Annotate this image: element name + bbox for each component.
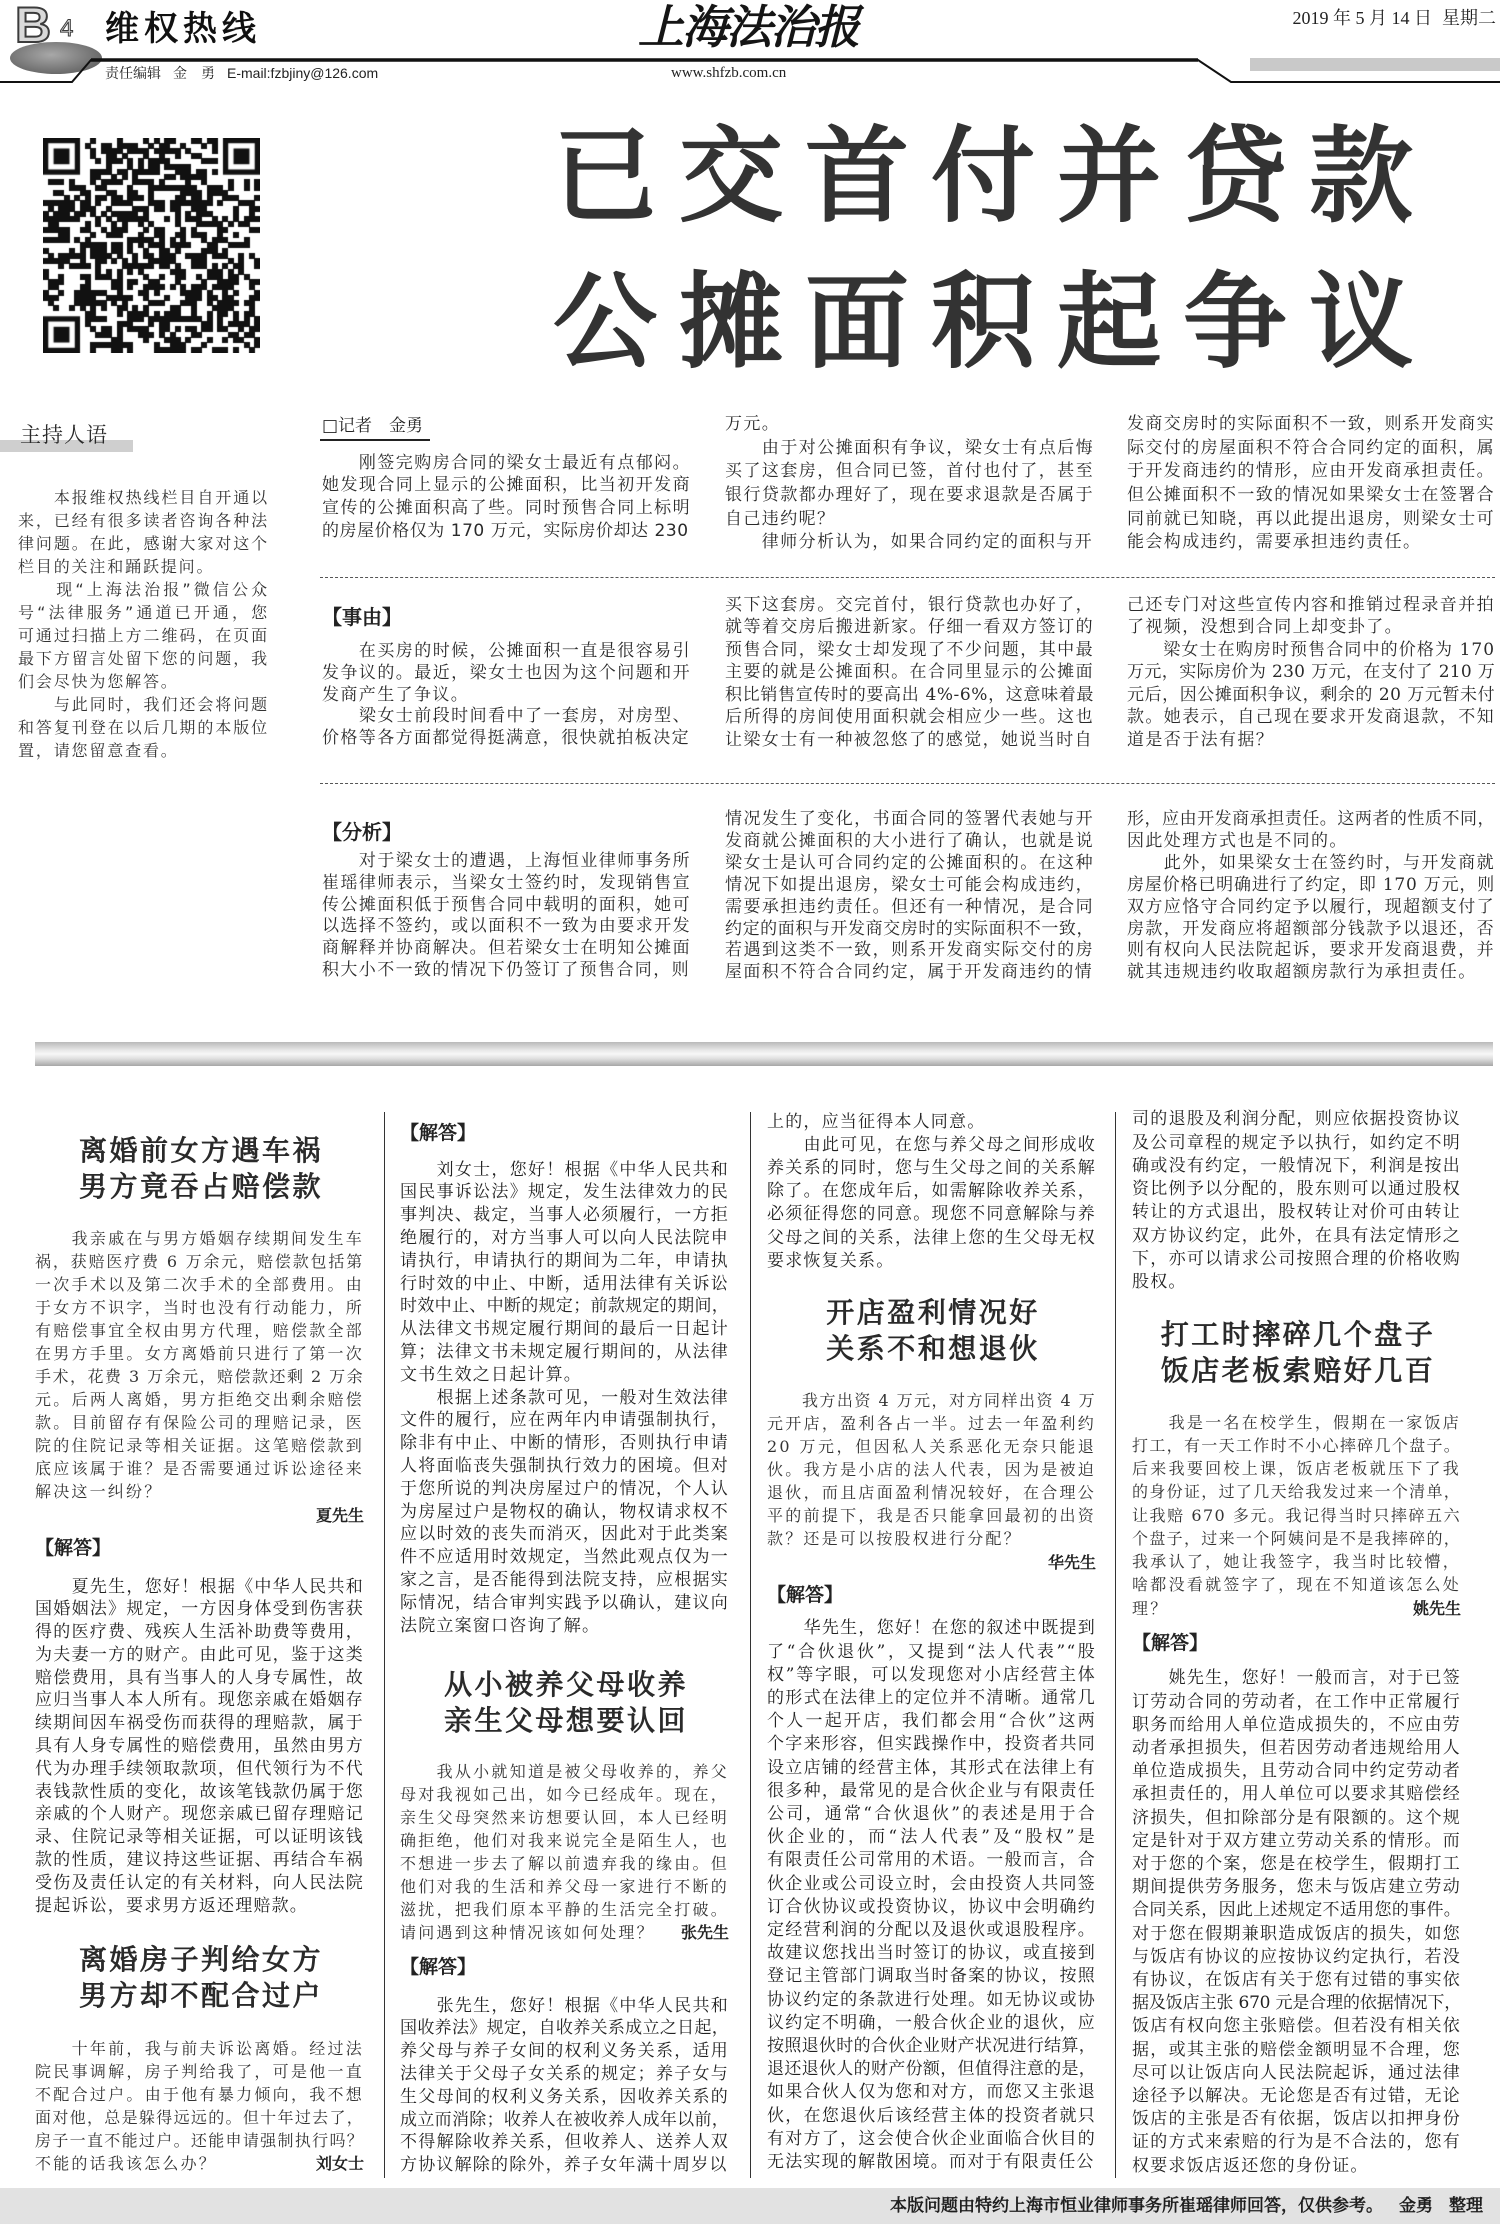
qa-asker: 姚先生	[1412, 1598, 1461, 1618]
article-line: 就其违规违约收取超额房款行为承担责任。	[1127, 962, 1477, 983]
qa-answer	[35, 1576, 364, 1918]
question-line: 手术，花费 3 万余元，赔偿款还剩 2 万余	[35, 1366, 364, 1386]
article-line: 元后，因公摊面积争议，剩余的 20 万元暂未付	[1127, 684, 1495, 705]
answer-line: 必须征得您的同意。现您不同意解除与养	[767, 1204, 1096, 1225]
qa-answer	[1132, 1667, 1461, 2177]
intro-column-left	[322, 452, 691, 543]
answer-line: 不得解除收养关系，但收养人、送养人双	[400, 2132, 729, 2153]
answer-line: 承担责任的，用人单位可以要求其赔偿经	[1132, 1784, 1461, 1805]
analysis-heading: 【分析】	[322, 820, 402, 844]
answer-line: 协议约定的条款进行处理。如无协议或协	[767, 1989, 1096, 2010]
qa-asker: 夏先生	[315, 1505, 364, 1525]
answer-line: 证的方式来索赔的行为是不合法的，您有	[1132, 2132, 1461, 2153]
article-line: 主要的就是公摊面积。在合同里显示的公摊面	[725, 662, 1094, 683]
host-note-line: 律问题。在此，感谢大家对这个	[18, 533, 269, 553]
question-line: 底应该属于谁？是否需要通过诉讼途径来	[35, 1458, 364, 1478]
article-line: 律师分析认为，如果合同约定的面积与开	[725, 532, 1093, 553]
answer-line: 饭店有权向您主张赔偿。但若没有相关依	[1132, 2016, 1461, 2037]
article-line: 情况发生了变化，书面合同的签署代表她与开	[725, 809, 1094, 829]
answer-line: 有对方了，这会使合伙企业面临合伙目的	[767, 2128, 1096, 2149]
question-line: 不配合过户。由于他有暴力倾向，我不想	[35, 2084, 364, 2104]
answer-line: 由此可见，在您与养父母之间形成收	[767, 1134, 1096, 1155]
article-line: 积比销售宣传时的要高出 4%-6%，这意味着最	[725, 684, 1094, 705]
answer-line: 请执行，申请执行的期间为二年，申请执	[400, 1250, 729, 1271]
analysis-column-right	[1127, 809, 1495, 984]
article-line: 买下这套房。交完首付，银行贷款也办好了，	[725, 594, 1094, 615]
answer-line: 成立而消除；收养人在被收养人成年以前，	[400, 2109, 729, 2130]
question-line: 在男方手里。女方离婚前只进行了第一次	[35, 1343, 364, 1363]
answer-line: 据，或其主张的赔偿金额明显不合理，您	[1132, 2039, 1461, 2060]
answer-line: 对于您在假期兼职造成饭店的损失，如您	[1132, 1923, 1461, 1944]
editor-label: 责任编辑	[105, 65, 161, 81]
question-line: 不想进一步去了解以前遗弃我的缘由。但	[400, 1853, 729, 1873]
answer-line: 代为办理手续领取款项，但代领行为不代	[35, 1758, 364, 1779]
qa-title-line: 从小被养父母收养	[443, 1668, 688, 1701]
answer-line: 公司，通常“合伙退伙”的表述是用于合	[767, 1804, 1096, 1825]
answer-line: 法院立案窗口咨询了解。	[400, 1615, 601, 1636]
qa-title-line: 男方却不配合过户	[78, 1979, 323, 2012]
question-line: 于女方不识字，当时也没有行动能力，所	[35, 1297, 364, 1317]
analysis-column-left	[322, 851, 691, 981]
answer-line: 录、住院记录等相关证据，可以证明该钱	[35, 1827, 364, 1848]
answer-line: 订合伙协议或投资协议，协议中会明确约	[767, 1896, 1096, 1917]
qa-asker: 刘女士	[315, 2153, 364, 2173]
article-line: 同前就已知晓，再以此提出退房，则梁女士可	[1127, 508, 1495, 529]
answer-line: 人将面临丧失强制执行效力的困境。但对	[400, 1455, 729, 1476]
article-line: 因此处理方式也是不同的。	[1127, 830, 1348, 851]
question-line: 款。目前留存有保险公司的理赔记录，医	[35, 1412, 364, 1432]
host-note-line: 号“法律服务”通道已开通，您	[18, 602, 269, 622]
answer-line: 股权。	[1132, 1272, 1187, 1293]
qa-answer-heading: 【解答】	[400, 1956, 477, 1978]
section-title: 维权热线	[105, 9, 261, 49]
qr-code	[43, 138, 260, 353]
answer-line: 退还退伙人的财产份额，但值得注意的是，	[767, 2059, 1096, 2080]
question-line: 解决这一纠纷？	[35, 1481, 163, 1501]
answer-line: 事判决、裁定，当事人必须履行，一方拒	[400, 1205, 729, 1226]
qa-title-line: 亲生父母想要认回	[443, 1704, 688, 1737]
answer-line: 为房屋过户是物权的确认，物权请求权不	[400, 1501, 729, 1522]
answer-line: 赔偿费用，具有当事人的人身专属性，故	[35, 1667, 364, 1688]
qa-title	[35, 1133, 367, 1205]
answer-line: 国收养法》规定，自收养关系成立之日起，	[400, 2018, 729, 2039]
answer-line: 与饭店有协议的应按协议约定执行，若没	[1132, 1946, 1461, 1967]
answer-line: 转让的方式退出，股权转让对价可由转让	[1132, 1202, 1461, 1223]
answer-line: 有限责任公司常用的术语。一般而言，合	[767, 1850, 1096, 1871]
question-line: 元。后两人离婚，男方拒绝交出剩余赔偿	[35, 1389, 364, 1409]
article-line: 发商交房时的实际面积不一致，则系开发商实	[1127, 414, 1495, 435]
host-note-line: 来，已经有很多读者咨询各种法	[18, 510, 269, 530]
answer-line: 有协议，在饭店有关于您有过错的事实依	[1132, 1970, 1461, 1991]
answer-line: 亲戚的个人财产。现您亲戚已留存理赔记	[35, 1804, 364, 1825]
article-line: 由于对公摊面积有争议，梁女士有点后悔	[725, 437, 1094, 458]
answer-line: 件不应适用时效规定，当然此观点仅为一	[400, 1547, 729, 1568]
article-line: 约定的面积与开发商交房时的实际面积不一致，	[725, 918, 1094, 939]
answer-line: 养关系的同时，您与生父母之间的关系解	[767, 1158, 1096, 1178]
page-badge-letter: B	[15, 0, 52, 53]
answer-line: 单位造成损失，且劳动合同中约定劳动者	[1132, 1761, 1461, 1782]
answer-line: 定是针对于双方建立劳动关系的情形。而	[1132, 1830, 1461, 1851]
qa-title	[1132, 1317, 1464, 1389]
answer-line: 据及饭店主张 670 元是合理的依据情况下，	[1132, 1993, 1461, 2014]
qa-title-line: 离婚房子判给女方	[78, 1943, 323, 1976]
qa-title	[35, 1942, 367, 2014]
question-line: 打工，有一天工作时不小心摔碎几个盘子。	[1132, 1435, 1461, 1455]
answer-line: 及公司章程的规定予以执行，如约定不明	[1132, 1132, 1461, 1153]
qa-title-line: 离婚前女方遇车祸	[78, 1134, 323, 1167]
answer-line: 了“合伙退伙”，又提到“法人代表”“股	[767, 1641, 1096, 1662]
answer-line: 夏先生，您好！根据《中华人民共和	[35, 1576, 364, 1597]
answer-line: 故建议您找出当时签订的协议，或直接到	[767, 1943, 1096, 1964]
qa-answer-heading: 【解答】	[400, 1122, 477, 1144]
article-line: 她发现合同上显示的公摊面积，比当初开发商	[322, 475, 691, 496]
answer-line: 华先生，您好！在您的叙述中既提到	[767, 1618, 1096, 1639]
answer-line: 职务而给用人单位造成损失的，不应由劳	[1132, 1714, 1461, 1735]
question-line: 祸，获赔医疗费 6 万余元，赔偿款包括第	[35, 1251, 364, 1271]
article-line: 买了这套房，但合同已签，首付也付了，甚至	[725, 461, 1094, 482]
answer-line: 应以时效的丧失而消灭，因此对于此类案	[400, 1524, 729, 1545]
article-line: 了视频，没想到合同上却变卦了。	[1127, 617, 1403, 638]
column-rule	[750, 1112, 751, 2178]
answer-line: 登记主管部门调取当时备案的协议，按照	[767, 1966, 1096, 1987]
qa-answer-heading: 【解答】	[35, 1537, 112, 1559]
article-line: 但公摊面积不一致的情况如果梁女士在签署合	[1127, 484, 1495, 505]
answer-line: 根据上述条款可见，一般对生效法律	[400, 1387, 729, 1408]
answer-line: 无法实现的解散困境。而对于有限责任公	[767, 2152, 1095, 2173]
answer-line: 受伤及责任认定的有关材料，向人民法院	[35, 1872, 364, 1893]
answer-line: 续期间因车祸受伤而获得的理赔款，属于	[35, 1713, 364, 1734]
article-line: 需要承担违约责任。但还有一种情况，是合同	[725, 896, 1094, 917]
answer-line: 于您所说的判决房屋过户的情况，个人认	[400, 1478, 729, 1499]
article-line: 梁女士在购房时预售合同中的价格为 170	[1127, 639, 1495, 660]
answer-line: 际情况，结合审判实践予以确认，建议向	[400, 1592, 729, 1613]
answer-line: 姚先生，您好！一般而言，对于已签	[1132, 1668, 1461, 1689]
answer-line: 资比例予以分配的，股东则可以通过股权	[1132, 1179, 1461, 1200]
answer-line: 要求恢复关系。	[767, 1250, 895, 1271]
article-line: 情况下如提出退房，梁女士可能会构成违约，	[725, 874, 1094, 895]
answer-line: 提起诉讼，要求男方返还理赔款。	[35, 1895, 308, 1916]
answer-line: 应归当事人本人所有。现您亲戚在婚姻存	[35, 1690, 364, 1711]
question-line: 元开店，盈利各占一半。过去一年盈利约	[767, 1413, 1096, 1433]
qa-title-line: 饭店老板索赔好几百	[1160, 1354, 1436, 1387]
intro-column-middle	[725, 413, 1094, 555]
section-separator	[35, 1042, 1493, 1066]
answer-line: 尽可以让饭店向人民法院起诉，通过法律	[1132, 2062, 1461, 2083]
answer-line: 父母之间的关系，法律上您的生父母无权	[767, 1227, 1096, 1248]
article-line: 万元。	[725, 414, 781, 435]
article-line: 梁女士前段时间看中了一套房，对房型、	[322, 706, 691, 727]
article-line: 对于梁女士的遭遇，上海恒业律师事务所	[322, 851, 691, 872]
answer-line: 济损失，但扣除部分是有限额的。这个规	[1132, 1807, 1461, 1828]
article-line: 银行贷款都办理好了，现在要求退款是否属于	[725, 484, 1094, 505]
article-line: 梁女士是认可合同约定的公摊面积的。在这种	[725, 852, 1094, 873]
article-line: 让梁女士有一种被忽悠了的感觉，她说当时自	[725, 729, 1093, 750]
answer-line: 伙企业或公司设立时，会由投资人共同签	[767, 1873, 1096, 1894]
article-line: 传公摊面积低于预售合同中载明的面积，她可	[322, 894, 691, 915]
question-line: 请问遇到这种情况该如何处理？	[400, 1922, 655, 1942]
qa-answer-heading: 【解答】	[767, 1584, 844, 1606]
answer-line: 刘女士，您好！根据《中华人民共和	[400, 1159, 729, 1180]
article-line: 于开发商违约的情形，应由开发商承担责任。	[1127, 461, 1495, 482]
answer-line: 伙企业的，而“法人代表”及“股权”是	[767, 1827, 1096, 1848]
qa-title	[400, 1667, 732, 1739]
qa-title-line: 关系不和想退伙	[826, 1332, 1040, 1365]
host-note-line: 可通过扫描上方二维码，在页面	[18, 625, 269, 645]
column-rule	[384, 1112, 385, 2178]
qa-title-line: 打工时摔碎几个盘子	[1160, 1318, 1436, 1351]
question-line: 款？还是可以按股权进行分配？	[767, 1528, 1022, 1548]
answer-line: 权要求饭店返还您的身份证。	[1132, 2155, 1369, 2176]
question-line: 啥都没看就签字了，现在不知道该怎么处	[1132, 1575, 1461, 1595]
cause-column-left	[322, 641, 691, 750]
answer-line: 途径予以解决。无论您是否有过错，无论	[1132, 2086, 1461, 2107]
question-line: 确拒绝，他们对我来说完全是陌生人，也	[400, 1830, 729, 1850]
weekday-text: 星期二	[1442, 8, 1496, 28]
host-note-line: 最下方留言处留下您的问题，我	[18, 648, 269, 668]
host-note-heading: 主持人语	[20, 423, 108, 447]
article-line: 房屋价格已明确进行了约定，即 170 万元，则	[1127, 874, 1495, 895]
intro-column-right	[1127, 413, 1495, 555]
answer-line: 具有人身专属性的赔偿费用，虽然由男方	[35, 1736, 364, 1757]
question-line: 我承认了，她让我签字，我当时比较懵，	[1132, 1552, 1461, 1571]
article-line: 就等着交房后搬进新家。仔细一看双方签订的	[725, 617, 1094, 638]
answer-line: 表钱款性质的变化，故该笔钱款仍属于您	[35, 1781, 364, 1802]
qa-question	[35, 1227, 364, 1503]
answer-line: 合同关系，因此上述规定不适用您的事件。	[1132, 1900, 1461, 1921]
question-line: 平的前提下，我是否只能拿回最初的出资	[767, 1505, 1096, 1525]
article-line: 房款，开发商应将超额部分钱款予以退还，否	[1127, 918, 1495, 939]
cause-column-middle	[725, 594, 1094, 752]
question-line: 伙。我方是小店的法人代表，因为是被迫	[767, 1459, 1096, 1479]
cause-column-right	[1127, 594, 1495, 752]
column-rule	[1115, 1112, 1116, 2178]
answer-line: 确或没有约定，一般情况下，利润是按出	[1132, 1155, 1461, 1176]
answer-line: 张先生，您好！根据《中华人民共和	[400, 1995, 729, 2016]
page-badge-number: 4	[60, 15, 74, 42]
answer-line: 下，亦可以请求公司按照合理的价格收购	[1132, 1248, 1461, 1269]
answer-line: 除了。在您成年后，如需解除收养关系，	[767, 1181, 1096, 1202]
question-line: 我从小就知道是被父母收养的，养父	[400, 1761, 729, 1781]
answer-line: 的形式在法律上的定位并不清晰。通常几	[767, 1688, 1096, 1708]
answer-line: 养父母与养子女间的权利义务关系，适用	[400, 2041, 729, 2062]
editor-email: E-mail:fzbjiny@126.com	[227, 65, 379, 81]
answer-line: 对于您的个案，您是在校学生，假期打工	[1132, 1854, 1461, 1875]
article-line: 的房屋价格仅为 170 万元，实际房价却达 230	[322, 520, 689, 541]
answer-line: 上的，应当征得本人同意。	[767, 1111, 986, 1132]
answer-line: 行时效的中止、中断，适用法律有关诉讼	[400, 1273, 729, 1294]
newspaper-masthead-logo: 上海法治报	[638, 0, 858, 54]
question-line: 房子一直不能过户。还能申请强制执行吗？	[35, 2130, 364, 2150]
byline-underline	[320, 439, 430, 441]
dashed-divider	[320, 577, 1495, 578]
qa-asker: 华先生	[1047, 1552, 1096, 1572]
footer-editor: 金勇	[1399, 2196, 1433, 2216]
question-line: 个盘子，过来一个阿姨问是不是我摔碎的，	[1132, 1528, 1461, 1548]
question-line: 我是一名在校学生，假期在一家饭店	[1132, 1412, 1461, 1432]
article-line: 后所得的房间使用面积就会相应少一些。这也	[725, 707, 1094, 728]
answer-line: 个人一起开店，我们都会用“合伙”这两	[767, 1711, 1096, 1732]
question-line: 我方出资 4 万元，对方同样出资 4 万	[767, 1390, 1096, 1410]
host-note-line: 们会尽快为您解答。	[18, 671, 179, 691]
byline: □记者 金勇	[322, 416, 424, 436]
main-title-line-2: 公摊面积起争议	[553, 261, 1436, 383]
answer-line: 双方协议约定，此外，在具有法定情形之	[1132, 1225, 1461, 1246]
answer-line: 家之言，是否能得到法院支持，应根据实	[400, 1569, 729, 1590]
question-line: 20 万元，但因私人关系恶化无奈只能退	[767, 1436, 1096, 1456]
host-note-line: 置，请您留意查看。	[18, 740, 179, 760]
qa-question	[1132, 1411, 1461, 1620]
editor-name: 金 勇	[173, 65, 215, 81]
answer-line: 如果合伙人仅为您和对方，而您又主张退	[767, 2082, 1096, 2103]
question-line: 母对我视如己出，如今已经成年。现在，	[400, 1784, 729, 1804]
answer-line: 时效中止、中断的规定；前款规定的期间，	[400, 1296, 729, 1317]
answer-line: 除非有中止、中断的情形，否则执行申请	[400, 1433, 729, 1454]
host-note-line: 栏目的关注和踊跃提问。	[18, 556, 215, 576]
qa-title-line: 开店盈利情况好	[826, 1296, 1040, 1329]
analysis-column-middle	[725, 809, 1094, 984]
qa-answer	[400, 1995, 729, 2177]
answer-line: 议约定不明确，一般合伙企业的退伙，应	[767, 2012, 1096, 2033]
article-line: 己还专门对这些宣传内容和推销过程录音并拍	[1127, 594, 1495, 615]
article-line: 道是否于法有据？	[1127, 729, 1275, 750]
answer-line: 得的医疗费、残疾人生活补助费等费用，	[35, 1622, 364, 1643]
answer-line: 方协议解除的除外，养子女年满十周岁以	[400, 2155, 728, 2176]
qa-title	[767, 1295, 1099, 1367]
qa-title-line: 男方竟吞占赔偿款	[78, 1170, 323, 1203]
host-note-line: 本报维权热线栏目自开通以	[18, 487, 269, 507]
question-line: 亲生父母突然来访想要认回，本人已经明	[400, 1807, 729, 1827]
footer-credit: 本版问题由特约上海市恒业律师事务所崔瑶律师回答，仅供参考。	[890, 2196, 1383, 2216]
answer-line: 订劳动合同的劳动者，在工作中正常履行	[1132, 1691, 1461, 1712]
qa-answer	[400, 1159, 729, 1638]
answer-line: 司的退股及利润分配，则应依据投资协议	[1132, 1109, 1461, 1130]
host-note-line: 与此同时，我们还会将问题	[18, 694, 269, 714]
article-line: 此外，如果梁女士在签约时，与开发商就	[1127, 852, 1495, 873]
answer-line: 饭店的主张是否有依据，饭店以扣押身份	[1132, 2109, 1461, 2130]
question-line: 我亲戚在与男方婚姻存续期间发生车	[35, 1228, 364, 1248]
article-line: 形，应由开发商承担责任。这两者的性质不同，	[1127, 809, 1495, 829]
answer-line: 国婚姻法》规定，一方因身体受到伤害获	[35, 1599, 364, 1620]
qa-question	[767, 1389, 1096, 1550]
answer-line: 很多种，最常见的是合伙企业与有限责任	[767, 1780, 1096, 1801]
article-line: 商解释并协商解决。但若梁女士在明知公摊面	[322, 937, 691, 958]
answer-line: 文件的履行，应在两年内申请强制执行，	[400, 1410, 729, 1431]
article-line: 双方应恪守合同约定予以履行，现超额支付了	[1127, 896, 1495, 917]
article-line: 能会构成违约，需要承担违约责任。	[1127, 532, 1422, 553]
qa-answer-continued	[767, 1111, 1096, 1273]
article-line: 崔瑶律师表示，当梁女士签约时，发现销售宣	[322, 872, 691, 893]
qa-answer	[767, 1617, 1096, 2174]
footer-note	[890, 2188, 1483, 2224]
question-line: 面对他，总是躲得远远的。但十年过去了，	[35, 2107, 364, 2127]
question-line: 后来我要回校上课，饭店老板就压下了我	[1132, 1459, 1461, 1478]
website-url: www.shfzb.com.cn	[671, 65, 787, 81]
question-line: 有赔偿事宜全权由男方代理，赔偿款全部	[35, 1320, 364, 1340]
question-line: 不能的话我该怎么办？	[35, 2153, 218, 2173]
qa-question	[400, 1760, 729, 1944]
answer-line: 国民事诉讼法》规定，发生法律效力的民	[400, 1182, 729, 1203]
qa-answer-continued	[1132, 1108, 1461, 1294]
question-line: 他们对我的生活和养父母一家进行不断的	[400, 1876, 729, 1896]
article-line: 刚签完购房合同的梁女士最近有点郁闷。	[322, 452, 691, 473]
question-line: 院民事调解，房子判给我了，可是他一直	[35, 2061, 364, 2081]
answer-line: 个字来形容，但实践操作中，投资者共同	[767, 1734, 1096, 1755]
answer-line: 款的性质，建议持这些证据、再结合车祸	[35, 1850, 364, 1871]
article-line: 际交付的房屋面积不符合合同约定的面积，属	[1127, 437, 1495, 458]
question-line: 滋扰，把我们原本平静的生活完全打破。	[400, 1899, 729, 1919]
dashed-divider	[320, 783, 1495, 784]
answer-line: 绝履行的，对方当事人可以向人民法院申	[400, 1227, 729, 1248]
article-line: 以选择不签约，或以面积不一致为由要求开发	[322, 916, 691, 937]
header-gray-bar	[1250, 58, 1500, 71]
question-line: 的身份证，过了几天给我发过来一个清单，	[1132, 1482, 1461, 1502]
article-line: 若遇到这类不一致，则系开发商实际交付的房	[725, 940, 1094, 961]
article-line: 款。她表示，自己现在要求开发商退款，不知	[1127, 707, 1495, 728]
answer-line: 伙，在您退伙后该经营主体的投资者就只	[767, 2105, 1096, 2126]
date-text: 2019 年 5 月 14 日	[1292, 8, 1432, 28]
host-note-text	[18, 486, 269, 762]
answer-line: 定经营利润的分配以及退伙或退股程序。	[767, 1920, 1096, 1941]
main-title-line-1: 已交首付并贷款	[553, 115, 1436, 237]
article-line: 发争议的。最近，梁女士也因为这个问题和开	[322, 662, 691, 683]
answer-line: 动者承担损失，但若因劳动者违规给用人	[1132, 1738, 1461, 1758]
qa-asker: 张先生	[680, 1922, 729, 1942]
question-line: 让我赔 670 多元。我记得当时只摔碎五六	[1132, 1505, 1461, 1525]
article-line: 则有权向人民法院起诉，要求开发商退费，并	[1127, 940, 1495, 961]
answer-line: 按照退伙时的合伙企业财产状况进行结算，	[767, 2036, 1096, 2057]
article-line: 自己违约呢？	[725, 508, 836, 529]
article-line: 发商产生了争议。	[322, 684, 470, 705]
article-line: 价格等各方面都觉得挺满意，很快就拍板决定	[322, 727, 690, 748]
article-line: 屋面积不符合合同约定，属于开发商违约的情	[725, 962, 1093, 983]
question-line: 理？	[1132, 1598, 1169, 1618]
answer-line: 权”等字眼，可以发现您对小店经营主体	[767, 1664, 1096, 1685]
answer-line: 为夫妻一方的财产。由此可见，鉴于这类	[35, 1644, 364, 1665]
answer-line: 文书生效之日起计算。	[400, 1364, 582, 1385]
answer-line: 算；法律文书未规定履行期间的，从法律	[400, 1341, 729, 1362]
article-line: 积大小不一致的情况下仍签订了预售合同，则	[322, 959, 690, 980]
footer-role: 整理	[1449, 2196, 1483, 2216]
answer-line: 设立店铺的经营主体，其形式在法律上有	[767, 1757, 1096, 1778]
editor-info	[105, 64, 378, 82]
article-line: 万元，实际房价为 230 万元，在支付了 210 万	[1127, 662, 1495, 683]
question-line: 院的住院记录等相关证据。这笔赔偿款到	[35, 1435, 364, 1455]
answer-line: 从法律文书规定履行期间的最后一日起计	[400, 1319, 729, 1340]
article-line: 预售合同，梁女士却发现了不少问题，其中最	[725, 639, 1094, 660]
question-line: 一次手术以及第二次手术的全部费用。由	[35, 1274, 364, 1294]
question-line: 十年前，我与前夫诉讼离婚。经过法	[35, 2038, 364, 2058]
article-line: 宣传的公摊面积高了些。同时预售合同上标明	[322, 498, 691, 519]
answer-line: 期间提供劳务服务，您未与饭店建立劳动	[1132, 1877, 1461, 1898]
question-line: 退伙，而且店面盈利情况较好，在合理公	[767, 1482, 1096, 1502]
answer-line: 生父母间的权利义务关系，因收养关系的	[400, 2086, 729, 2107]
host-note-line: 现“上海法治报”微信公众	[18, 579, 269, 599]
article-line: 发商就公摊面积的大小进行了确认，也就是说	[725, 830, 1094, 851]
answer-line: 法律关于父母子女关系的规定；养子女与	[400, 2063, 729, 2084]
qa-answer-heading: 【解答】	[1132, 1632, 1209, 1654]
article-line: 在买房的时候，公摊面积一直是很容易引	[322, 641, 691, 662]
cause-heading: 【事由】	[322, 605, 402, 629]
host-note-line: 和答复刊登在以后几期的本版位	[18, 717, 269, 737]
